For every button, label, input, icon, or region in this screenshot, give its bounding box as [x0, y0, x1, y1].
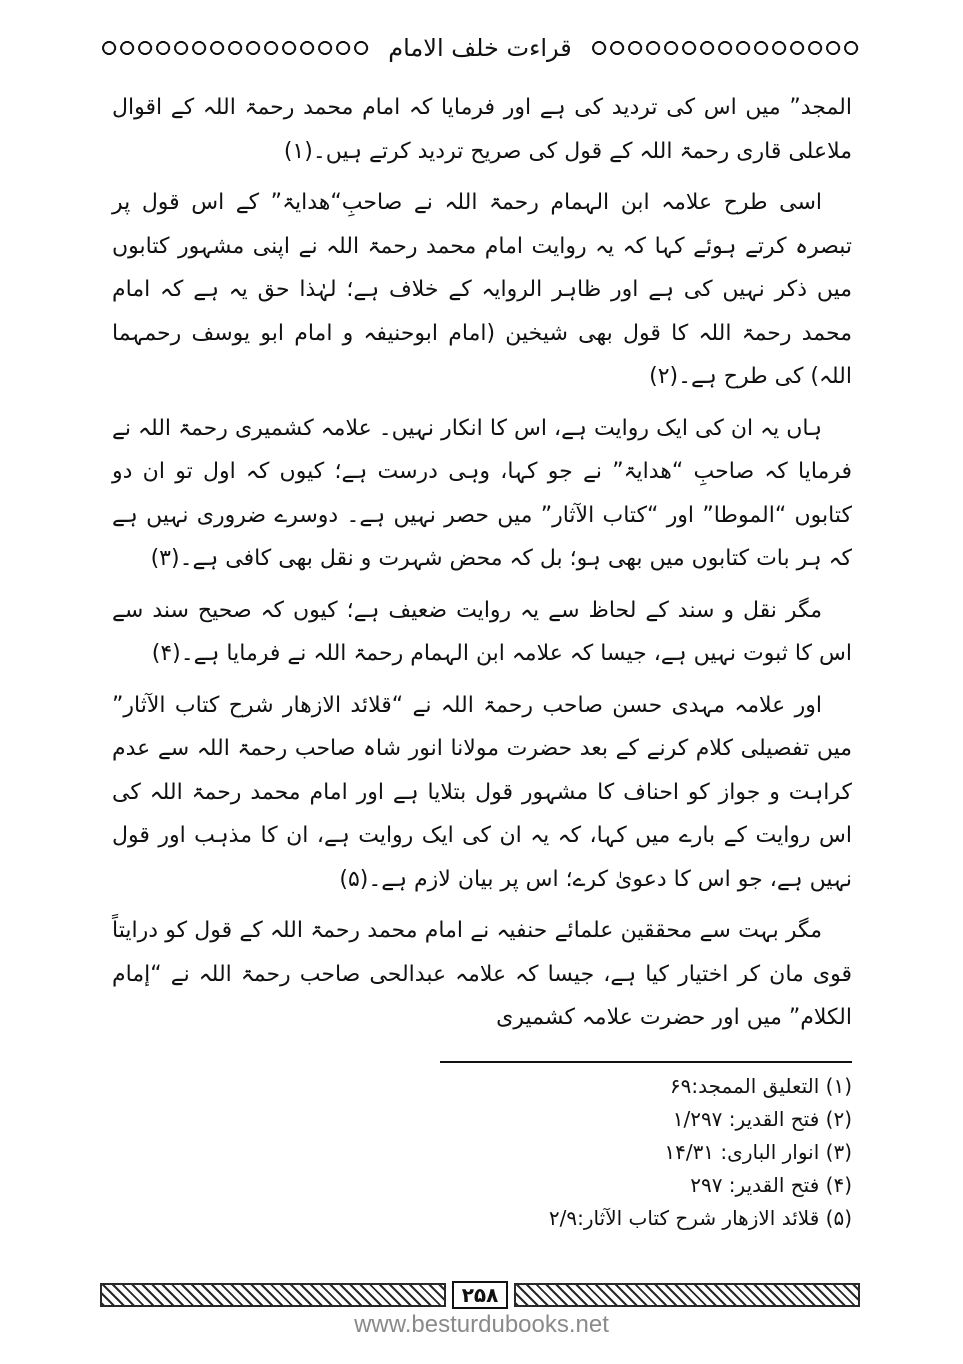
- paragraph-1: المجد” میں اس کی تردید کی ہے اور فرمایا کہ امام محمد رحمۃ اللہ کے اقوال ملاعلی قاری رحمۃ اللہ کے قول کی صریح تردید کرتے ہیں۔(۱): [112, 95, 852, 164]
- footnote-1: (۱) التعلیق الممجد:۶۹: [669, 1074, 852, 1098]
- paragraph-5: اور علامہ مہدی حسن صاحب رحمۃ اللہ نے “قلائد الازھار شرح کتاب الآثار” میں تفصیلی کلام کرنے کے بعد حضرت مولانا انور شاہ صاحب رحمۃ اللہ سے عدم کراہت و جواز کو احناف کا مشہور قول بتلایا ہے اور امام محمد رحمۃ اللہ کی اس روایت کے بارے میں کہا، کہ یہ ان کی ایک روایت ہے، ان کا مذہب اور قول نہیں ہے، جو اس کا دعویٰ کرے؛ اس پر بیان لازم ہے۔(۵): [112, 692, 852, 892]
- paragraph-4: مگر نقل و سند کے لحاظ سے یہ روایت ضعیف ہے؛ کیوں کہ صحیح سند سے اس کا ثبوت نہیں ہے، جیسا کہ علامہ ابن الہمام رحمۃ اللہ نے فرمایا ہے۔(۴): [112, 597, 852, 666]
- main-text: [112, 86, 852, 1048]
- paragraph-2: اسی طرح علامہ ابن الہمام رحمۃ اللہ نے صاحبِ“ھدایۃ” کے اس قول پر تبصرہ کرتے ہوئے کہا کہ یہ روایت امام محمد رحمۃ اللہ نے اپنی مشہور کتابوں میں ذکر نہیں کی ہے اور ظاہر الروایہ کے خلاف ہے؛ لہٰذا حق یہ ہے کہ امام محمد رحمۃ اللہ کا قول بھی شیخین (امام ابوحنیفہ و امام ابو یوسف رحمہما اللہ) کی طرح ہے۔(۲): [112, 190, 852, 389]
- header-ornament-left: [100, 37, 370, 59]
- page-header: [100, 28, 860, 68]
- page-number: ۲۵۸: [452, 1281, 508, 1309]
- footnote-separator: [440, 1061, 852, 1063]
- paragraph-3: ہاں یہ ان کی ایک روایت ہے، اس کا انکار نہیں۔ علامہ کشمیری رحمۃ اللہ نے فرمایا کہ صاحبِ “ھدایۃ” نے جو کہا، وہی درست ہے؛ کیوں کہ اول تو ان دو کتابوں “الموطا” اور “کتاب الآثار” میں حصر نہیں ہے۔ دوسرے ضروری نہیں ہے کہ ہر بات کتابوں میں بھی ہو؛ بل کہ محض شہرت و نقل بھی کافی ہے۔(۳): [112, 415, 852, 571]
- footer-ornament-left: [100, 1283, 446, 1307]
- header-ornament-right: [590, 37, 860, 59]
- footnote-5: (۵) قلائد الازھار شرح کتاب الآثار:۲/۹: [548, 1206, 852, 1230]
- footnote-3: (۳) انوار الباری: ۱۴/۳۱: [664, 1140, 852, 1164]
- footnotes: [300, 1070, 852, 1235]
- footnote-4: (۴) فتح القدیر: ۲۹۷: [690, 1173, 852, 1197]
- website-watermark: www.besturdubooks.net: [354, 1311, 609, 1338]
- footnote-2: (۲) فتح القدیر: ۱/۲۹۷: [672, 1107, 852, 1131]
- page-footer: [100, 1281, 860, 1309]
- running-title: قراءت خلف الامام: [388, 34, 572, 62]
- footer-ornament-right: [514, 1283, 860, 1307]
- paragraph-6: مگر بہت سے محققین علمائے حنفیہ نے امام محمد رحمۃ اللہ کے قول کو درایتاً قوی مان کر اختیار کیا ہے، جیسا کہ علامہ عبدالحی صاحب رحمۃ اللہ نے “إمام الکلام” میں اور حضرت علامہ کشمیری: [112, 918, 852, 1030]
